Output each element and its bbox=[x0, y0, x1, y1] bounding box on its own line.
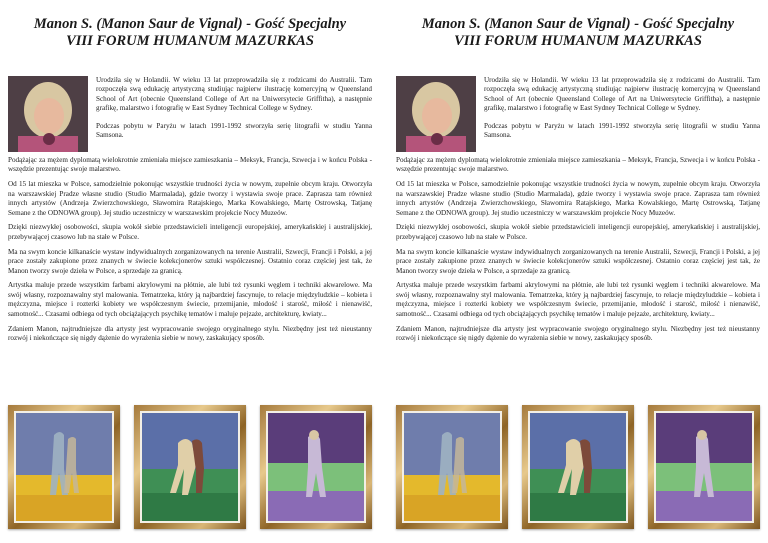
paragraph: Od 15 lat mieszka w Polsce, samodzielnie pokonując wszystkie trudności życia w nowym, zupełnie obcym kraju. Otworzyła na warszawskiej Pradze własne studio (Studio Marmalada), gdzie tworzy i wystawia swoje prace. Zaprasza tam również innych artystów (Andrzeja Zwierzchowskiego, Sławomira Ratajskiego, Marka Kowalskiego, Martę Ostrowską, Tatjanę Semane z the ODNOWA group). Jej studio uczestniczy w warszawskim projekcie Nocy Muzeów. bbox=[396, 180, 760, 217]
paragraph: Dzięki niezwykłej osobowości, skupia wokół siebie przedstawicieli inteligencji europejskiej, amerykańskiej i australijskiej, przebywającej czasowo lub na stałe w Polsce. bbox=[8, 223, 372, 241]
paragraph: Artystka maluje przede wszystkim farbami akrylowymi na płótnie, ale lubi też rysunki węglem i techniki akwarelowe. Ma swój własny, rozpoznawalny styl malowania. Tematrzeka, który ją najbardziej fascynuje, to relacje międzyludzkie – kobieta i mężczyzna, miejsce i rozterki kobiety we współczesnym świecie, przemijanie, młodość i starość, miłość i nienawiść, samotność... Czasami odbiega od tych obciążających psychikę tematów i maluje pejzaże, architekturę, kwiaty... bbox=[8, 281, 372, 318]
paragraph: Zdaniem Manon, najtrudniejsze dla artysty jest wypracowanie swojego oryginalnego stylu. Niezbędny jest też nieustanny rozwój i niekończące się nigdy dążenie do wyrażenia siebie w nowy, zaskakujący sposób. bbox=[396, 324, 760, 342]
artist-portrait bbox=[396, 76, 476, 152]
paragraph: Od 15 lat mieszka w Polsce, samodzielnie pokonując wszystkie trudności życia w nowym, zupełnie obcym kraju. Otworzyła na warszawskiej Pradze własne studio (Studio Marmalada), gdzie tworzy i wystawia swoje prace. Zaprasza tam również innych artystów (Andrzeja Zwierzchowskiego, Sławomira Ratajskiego, Marka Kowalskiego, Martę Ostrowską, Tatjanę Semane z the ODNOWA group). Jej studio uczestniczy w warszawskim projekcie Nocy Muzeów. bbox=[8, 180, 372, 217]
painting-couple-green bbox=[522, 405, 634, 529]
right-page bbox=[396, 0, 760, 543]
paragraph: Zdaniem Manon, najtrudniejsze dla artysty jest wypracowanie swojego oryginalnego stylu. Niezbędny jest też nieustanny rozwój i niekończące się nigdy dążenie do wyrażenia siebie w nowy, zaskakujący sposób. bbox=[8, 324, 372, 342]
painting-couple-purple bbox=[648, 405, 760, 529]
intro-paragraph-1: Urodziła się w Holandii. W wieku 13 lat przeprowadziła się z rodzicami do Australii. Tam rozpoczęła swą edukację artystyczną studiując najpierw ilustrację komercyjną w Queensland School of Art (obecnie Queensland College of Art na Uniwersytecie Griffitha), a następnie grafikę, malarstwo i fotografię w East Sydney Technical College w Sydney. bbox=[484, 76, 760, 113]
left-page bbox=[8, 0, 372, 543]
intro-block bbox=[8, 76, 372, 152]
page-title: Manon S. (Manon Saur de Vignal) - Gość Specjalny bbox=[421, 16, 735, 32]
page-subtitle: VIII FORUM HUMANUM MAZURKAS bbox=[66, 33, 314, 49]
artist-portrait bbox=[8, 76, 88, 152]
paragraph: Ma na swym koncie kilkanaście wystaw indywidualnych zorganizowanych na terenie Australii, Szwecji, Francji i Polski, a jej prace zostały zakupione przez znanych w świecie kolekcjonerów sztuki współczesnej. Ostatnio coraz częściej jest tak, że Manon tworzy swoje dzieła w Polsce, a sprzedaje za granicą. bbox=[396, 247, 760, 275]
paragraph: Artystka maluje przede wszystkim farbami akrylowymi na płótnie, ale lubi też rysunki węglem i techniki akwarelowe. Ma swój własny, rozpoznawalny styl malowania. Tematrzeka, który ją najbardziej fascynuje, to relacje międzyludzkie – kobieta i mężczyzna, miejsce i rozterki kobiety we współczesnym świecie, przemijanie, młodość i starość, miłość i nienawiść, samotność... Czasami odbiega od tych obciążających psychikę tematów i maluje pejzaże, architekturę, kwiaty... bbox=[396, 281, 760, 318]
painting-couple-green bbox=[134, 405, 246, 529]
page-subtitle: VIII FORUM HUMANUM MAZURKAS bbox=[454, 33, 702, 49]
paintings-row bbox=[8, 405, 372, 529]
painting-couple-purple bbox=[260, 405, 372, 529]
paragraph: Podążając za mężem dyplomatą wielokrotnie zmieniała miejsce zamieszkania – Meksyk, Francja, Szwecja i w końcu Polska - wszędzie prezentując swoje malarstwo. bbox=[396, 156, 760, 174]
intro-paragraph-1: Urodziła się w Holandii. W wieku 13 lat przeprowadziła się z rodzicami do Australii. Tam rozpoczęła swą edukację artystyczną studiując najpierw ilustrację komercyjną w Queensland School of Art (obecnie Queensland College of Art na Uniwersytecie Griffitha), a następnie grafikę, malarstwo i fotografię w East Sydney Technical College w Sydney. bbox=[96, 76, 372, 113]
intro-paragraph-2: Podczas pobytu w Paryżu w latach 1991-1992 stworzyła serię litografii w studiu Yanna Samsona. bbox=[96, 122, 372, 140]
intro-paragraph-2: Podczas pobytu w Paryżu w latach 1991-1992 stworzyła serię litografii w studiu Yanna Samsona. bbox=[484, 122, 760, 140]
page-title: Manon S. (Manon Saur de Vignal) - Gość Specjalny bbox=[33, 16, 347, 32]
body-text bbox=[8, 156, 372, 343]
intro-block bbox=[396, 76, 760, 152]
paintings-row bbox=[396, 405, 760, 529]
body-text bbox=[396, 156, 760, 343]
paragraph: Ma na swym koncie kilkanaście wystaw indywidualnych zorganizowanych na terenie Australii, Szwecji, Francji i Polski, a jej prace zostały zakupione przez znanych w świecie kolekcjonerów sztuki współczesnej. Ostatnio coraz częściej jest tak, że Manon tworzy swoje dzieła w Polsce, a sprzedaje za granicą. bbox=[8, 247, 372, 275]
painting-couple-yellow bbox=[396, 405, 508, 529]
painting-couple-yellow bbox=[8, 405, 120, 529]
paragraph: Dzięki niezwykłej osobowości, skupia wokół siebie przedstawicieli inteligencji europejskiej, amerykańskiej i australijskiej, przebywającej czasowo lub na stałe w Polsce. bbox=[396, 223, 760, 241]
paragraph: Podążając za mężem dyplomatą wielokrotnie zmieniała miejsce zamieszkania – Meksyk, Francja, Szwecja i w końcu Polska - wszędzie prezentując swoje malarstwo. bbox=[8, 156, 372, 174]
